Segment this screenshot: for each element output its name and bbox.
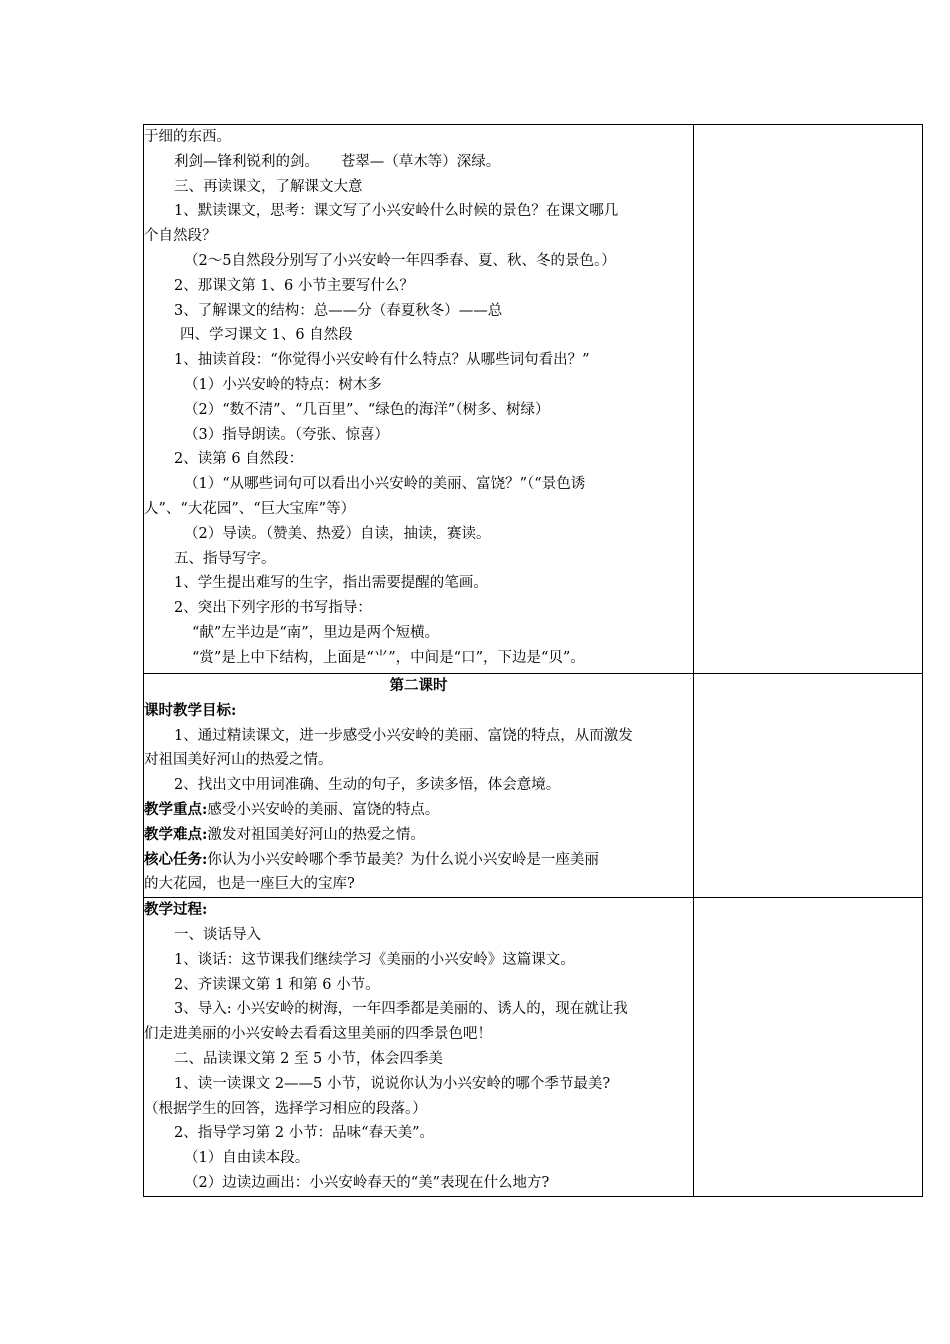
text-line: “献”左半边是“南”，里边是两个短横。 <box>192 624 440 641</box>
text-line: （2）导读。（赞美、热爱）自读，抽读，赛读。 <box>184 525 491 542</box>
text-line: “赏”是上中下结构，上面是“⺌”，中间是“口”，下边是“贝”。 <box>192 649 585 666</box>
text-line: 1、通过精读课文，进一步感受小兴安岭的美丽、富饶的特点，从而激发 <box>174 727 633 744</box>
goal-label: 课时教学目标: <box>144 701 237 719</box>
text-line: 的大花园，也是一座巨大的宝库? <box>144 876 355 893</box>
lesson-plan-table <box>143 124 923 1197</box>
text-line: （1）小兴安岭的特点：树木多 <box>184 376 382 393</box>
text-line: 2、突出下列字形的书写指导： <box>174 600 372 617</box>
text-line: （2）边读边画出：小兴安岭春天的“美”表现在什么地方? <box>184 1174 550 1191</box>
notes-cell <box>694 674 923 898</box>
text-line: 1、默读课文，思考：课文写了小兴安岭什么时候的景色？在课文哪几 <box>174 203 619 220</box>
text-line: 1、谈话：这节课我们继续学习《美丽的小兴安岭》这篇课文。 <box>174 951 575 968</box>
difficulty-text: 激发对祖国美好河山的热爱之情。 <box>207 826 425 843</box>
core-task-text: 你认为小兴安岭哪个季节最美？为什么说小兴安岭是一座美丽 <box>207 851 599 868</box>
text-line: 3、导入: 小兴安岭的树海，一年四季都是美丽的、诱人的，现在就让我 <box>174 1001 628 1018</box>
text-line: 对祖国美好河山的热爱之情。 <box>144 752 333 769</box>
notes-cell <box>694 125 923 674</box>
lesson-title: 第二课时 <box>389 677 448 694</box>
text-line: 于细的东西。 <box>144 129 231 145</box>
section-heading: 一、谈话导入 <box>174 926 261 943</box>
content-cell <box>144 898 694 1197</box>
difficulty-label: 教学难点: <box>144 825 208 843</box>
section-heading: 三、再读课文，了解课文大意 <box>174 178 363 195</box>
process-label: 教学过程: <box>144 901 208 919</box>
content-cell <box>144 674 694 898</box>
text-line: 个自然段？ <box>144 228 217 245</box>
text-line: 2、齐读课文第 1 和第 6 小节。 <box>174 976 380 993</box>
key-point-line <box>144 798 693 823</box>
text-line: （2）“数不清”、“几百里”、“绿色的海洋”（树多、树绿） <box>184 401 550 418</box>
key-point-label: 教学重点: <box>144 800 208 818</box>
core-task-line <box>144 848 693 873</box>
text-line: 2、指导学习第 2 小节：品味“春天美”。 <box>174 1125 434 1142</box>
difficulty-line <box>144 823 693 848</box>
text-line: 3、了解课文的结构：总——分（春夏秋冬）——总 <box>174 302 503 319</box>
text-line: （3）指导朗读。（夸张、惊喜） <box>184 426 389 443</box>
text-line: 1、抽读首段：“你觉得小兴安岭有什么特点？从哪些词句看出？” <box>174 352 590 369</box>
section-heading: 四、学习课文 1、6 自然段 <box>180 327 353 344</box>
text-line: 1、读一读课文 2——5 小节，说说你认为小兴安岭的哪个季节最美? <box>174 1075 611 1092</box>
table-row <box>144 898 923 1197</box>
section-heading: 五、指导写字。 <box>174 550 276 567</box>
text-line: （1）自由读本段。 <box>184 1150 310 1167</box>
text-line: 2、找出文中用词准确、生动的句子，多读多悟，体会意境。 <box>174 777 561 794</box>
text-line: 人”、“大花园”、“巨大宝库”等） <box>144 500 356 517</box>
text-line: （2～5自然段分别写了小兴安岭一年四季春、夏、秋、冬的景色。） <box>184 252 616 269</box>
core-task-label: 核心任务: <box>144 850 208 868</box>
content-cell <box>144 125 694 674</box>
text-line: 1、学生提出难写的生字，指出需要提醒的笔画。 <box>174 575 488 592</box>
text-line: （1）“从哪些词句可以看出小兴安岭的美丽、富饶？”（“景色诱 <box>184 476 586 493</box>
notes-cell <box>694 898 923 1197</box>
key-point-text: 感受小兴安岭的美丽、富饶的特点。 <box>207 801 440 818</box>
text-line: 利剑—锋利锐利的剑。 苍翠—（草木等）深绿。 <box>174 153 501 170</box>
table-row <box>144 125 923 674</box>
section-heading: 二、品读课文第 2 至 5 小节，体会四季美 <box>174 1050 443 1067</box>
text-line: 2、读第 6 自然段： <box>174 451 304 468</box>
table-row <box>144 674 923 898</box>
text-line: （根据学生的回答，选择学习相应的段落。） <box>144 1100 427 1117</box>
text-line: 2、那课文第 1、6 小节主要写什么？ <box>174 277 414 294</box>
lesson-plan-table-wrapper <box>143 124 922 1197</box>
text-line: 们走进美丽的小兴安岭去看看这里美丽的四季景色吧！ <box>144 1026 492 1043</box>
